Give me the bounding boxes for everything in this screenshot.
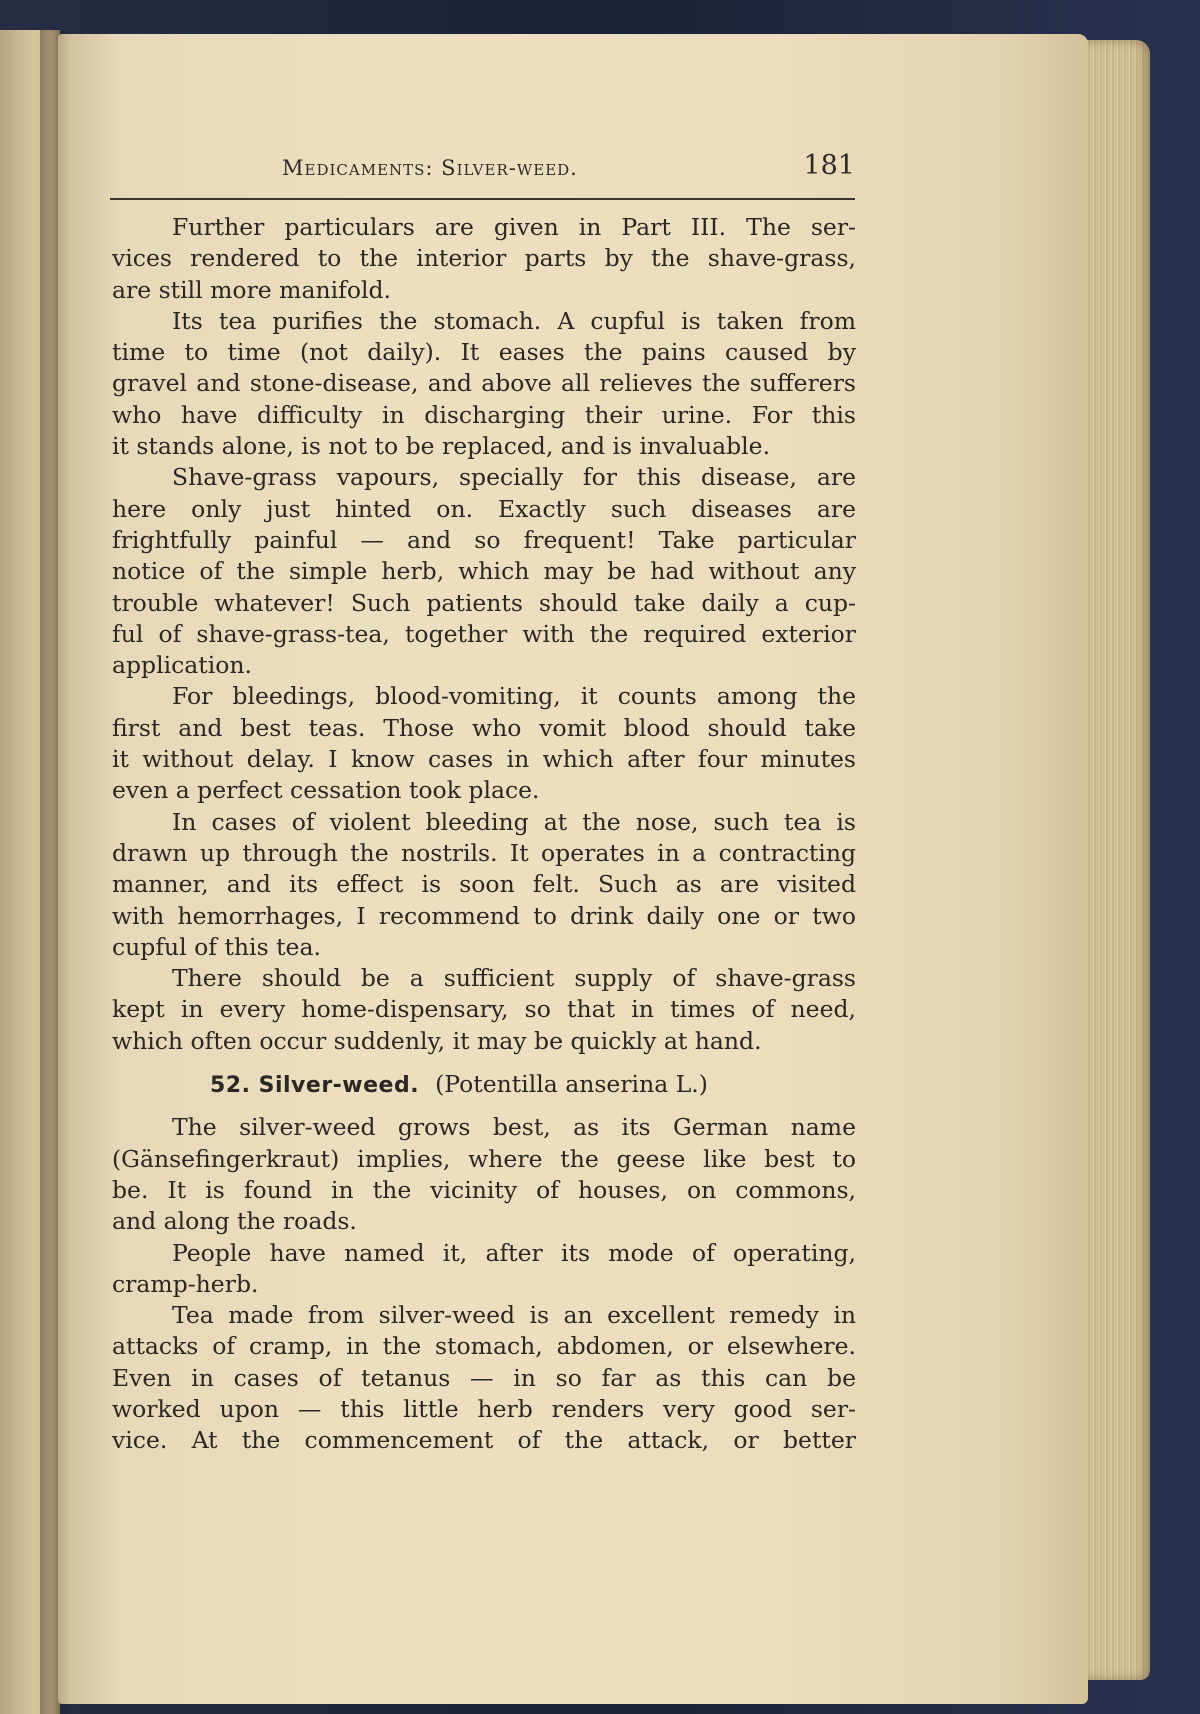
text-line: time to time (not daily). It eases the pains caused by xyxy=(112,338,856,367)
text-line: Its tea purifies the stomach. A cupful is taken from xyxy=(172,306,856,335)
body-text xyxy=(112,212,856,1457)
paragraph xyxy=(112,1112,856,1237)
text-line: People have named it, after its mode of operating, xyxy=(172,1238,856,1267)
text-line: with hemorrhages, I recommend to drink daily one or two xyxy=(112,901,856,930)
text-line: manner, and its effect is soon felt. Such as are visited xyxy=(112,870,856,899)
paragraphs-after-section xyxy=(112,1112,856,1456)
paragraph xyxy=(112,212,856,306)
header-rule xyxy=(110,198,855,200)
text-line: attacks of cramp, in the stomach, abdomen, or elsewhere. xyxy=(112,1332,856,1361)
text-line: even a perfect cessation took place. xyxy=(112,776,540,805)
paragraph xyxy=(112,306,856,462)
paragraph xyxy=(112,1300,856,1456)
text-line: Tea made from silver-weed is an excellent remedy in xyxy=(172,1301,856,1330)
text-line: be. It is found in the vicinity of houses, on commons, xyxy=(112,1175,856,1204)
text-line: notice of the simple herb, which may be had without any xyxy=(112,557,856,586)
text-line: For bleedings, blood-vomiting, it counts among the xyxy=(172,682,856,711)
text-line: The silver-weed grows best, as its German name xyxy=(172,1113,856,1142)
text-line: (Gänsefingerkraut) implies, where the geese like best to xyxy=(112,1144,856,1173)
text-line: kept in every home-dispensary, so that in times of need, xyxy=(112,995,856,1024)
text-line: ful of shave-grass-tea, together with the required exterior xyxy=(112,619,856,648)
text-line: cupful of this tea. xyxy=(112,932,321,961)
text-line: Shave-grass vapours, specially for this disease, are xyxy=(172,463,856,492)
text-line: first and best teas. Those who vomit blood should take xyxy=(112,713,856,742)
text-line: gravel and stone-disease, and above all relieves the sufferers xyxy=(112,369,856,398)
paragraphs-before-section xyxy=(112,212,856,1057)
text-line: vices rendered to the interior parts by the shave-grass, xyxy=(112,244,856,273)
section-heading xyxy=(112,1069,856,1100)
text-line: are still more manifold. xyxy=(112,275,392,304)
text-line: frightfully painful — and so frequent! Take particular xyxy=(112,525,856,554)
text-line: Even in cases of tetanus — in so far as this can be xyxy=(112,1363,856,1392)
text-line: drawn up through the nostrils. It operates in a contracting xyxy=(112,838,856,867)
text-line: who have difficulty in discharging their urine. For this xyxy=(112,400,856,429)
text-line: it stands alone, is not to be replaced, and is invaluable. xyxy=(112,432,771,461)
text-line: here only just hinted on. Exactly such diseases are xyxy=(112,494,856,523)
page-number: 181 xyxy=(803,150,855,181)
text-line: which often occur suddenly, it may be quickly at hand. xyxy=(112,1026,762,1055)
paragraph xyxy=(112,807,856,963)
text-line: There should be a sufficient supply of shave-grass xyxy=(172,964,856,993)
text-line: worked upon — this little herb renders very good ser- xyxy=(112,1394,856,1423)
running-head xyxy=(110,150,855,190)
paragraph xyxy=(112,963,856,1057)
section-latin-name: (Potentilla anserina L.) xyxy=(435,1070,708,1099)
section-title: 52. Silver-weed. xyxy=(210,1073,420,1099)
running-title: Medicaments: Silver-weed. xyxy=(282,156,578,180)
text-line: vice. At the commencement of the attack, or better xyxy=(112,1426,856,1455)
paragraph xyxy=(112,462,856,681)
text-line: it without delay. I know cases in which after four minutes xyxy=(112,745,856,774)
text-line: application. xyxy=(112,651,253,680)
text-line: cramp-herb. xyxy=(112,1269,259,1298)
paragraph xyxy=(112,1238,856,1301)
paragraph xyxy=(112,681,856,806)
text-line: trouble whatever! Such patients should take daily a cup- xyxy=(112,588,856,617)
text-line: Further particulars are given in Part III. The ser- xyxy=(172,213,856,241)
text-line: In cases of violent bleeding at the nose, such tea is xyxy=(172,807,856,836)
text-line: and along the roads. xyxy=(112,1207,357,1236)
